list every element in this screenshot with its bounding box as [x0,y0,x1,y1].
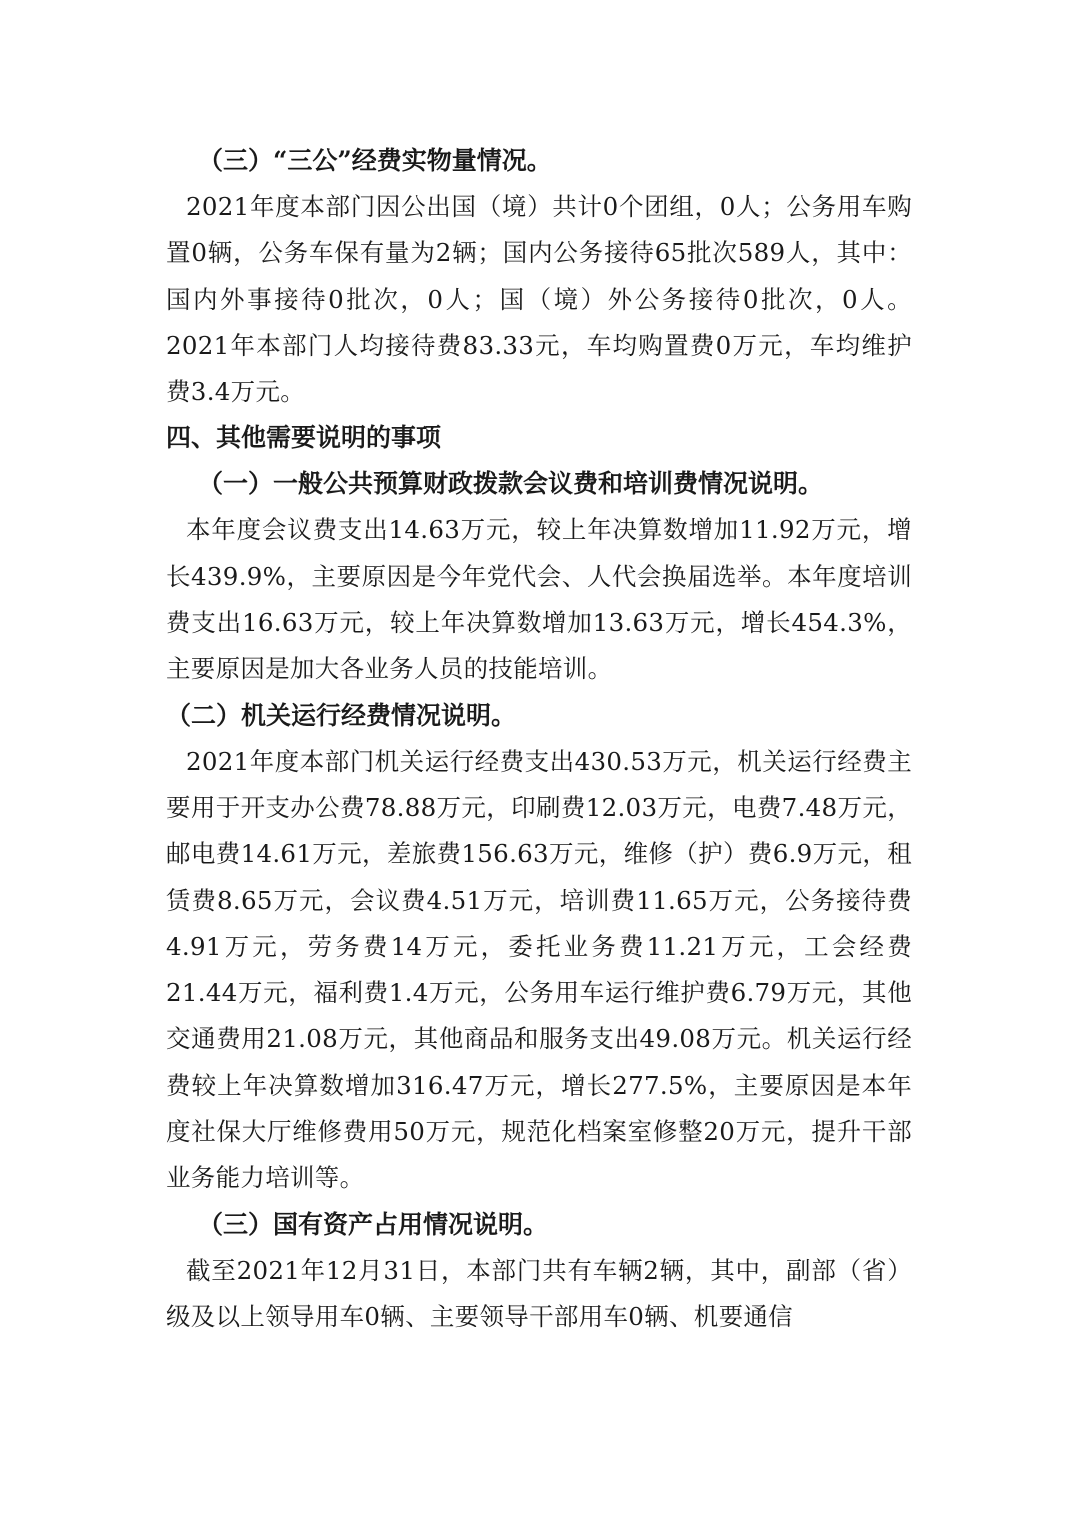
subsection-2-paragraph: 2021年度本部门机关运行经费支出430.53万元，机关运行经费主要用于开支办公费78.88万元，印刷费12.03万元，电费7.48万元，邮电费14.61万元，差旅费156.63万元，维修（护）费6.9万元，租赁费8.65万元，会议费4.51万元，培训费11.65万元，公务接待费4.91万元，劳务费14万元，委托业务费11.21万元，工会经费21.44万元，福利费1.4万元，公务用车运行维护费6.79万元，其他交通费用21.08万元，其他商品和服务支出49.08万元。机关运行经费较上年决算数增加316.47万元，增长277.5%，主要原因是本年度社保大厅维修费用50万元，规范化档案室修整20万元，提升干部业务能力培训等。 [166,746,912,1193]
part-4-heading: 四、其他需要说明的事项 [166,423,442,453]
subsection-2-heading: （二）机关运行经费情况说明。 [166,700,517,730]
subsection-1-heading: （一）一般公共预算财政拨款会议费和培训费情况说明。 [198,469,824,499]
subsection-3-heading: （三）国有资产占用情况说明。 [198,1209,549,1239]
subsection-1-paragraph: 本年度会议费支出14.63万元，较上年决算数增加11.92万元，增长439.9%，主要原因是今年党代会、人代会换届选举。本年度培训费支出16.63万元，较上年决算数增加13.63万元，增长454.3%，主要原因是加大各业务人员的技能培训。 [166,515,912,684]
document-page [166,138,912,1340]
subsection-3-paragraph: 截至2021年12月31日，本部门共有车辆2辆，其中，副部（省）级及以上领导用车0辆、主要领导干部用车0辆、机要通信 [166,1255,912,1331]
section-3-heading: （三）“三公”经费实物量情况。 [198,146,552,175]
section-3-paragraph: 2021年度本部门因公出国（境）共计0个团组，0人；公务用车购置0辆，公务车保有量为2辆；国内公务接待65批次589人，其中：国内外事接待0批次，0人；国（境）外公务接待0批次，0人。2021年本部门人均接待费83.33元，车均购置费0万元，车均维护费3.4万元。 [166,192,912,407]
